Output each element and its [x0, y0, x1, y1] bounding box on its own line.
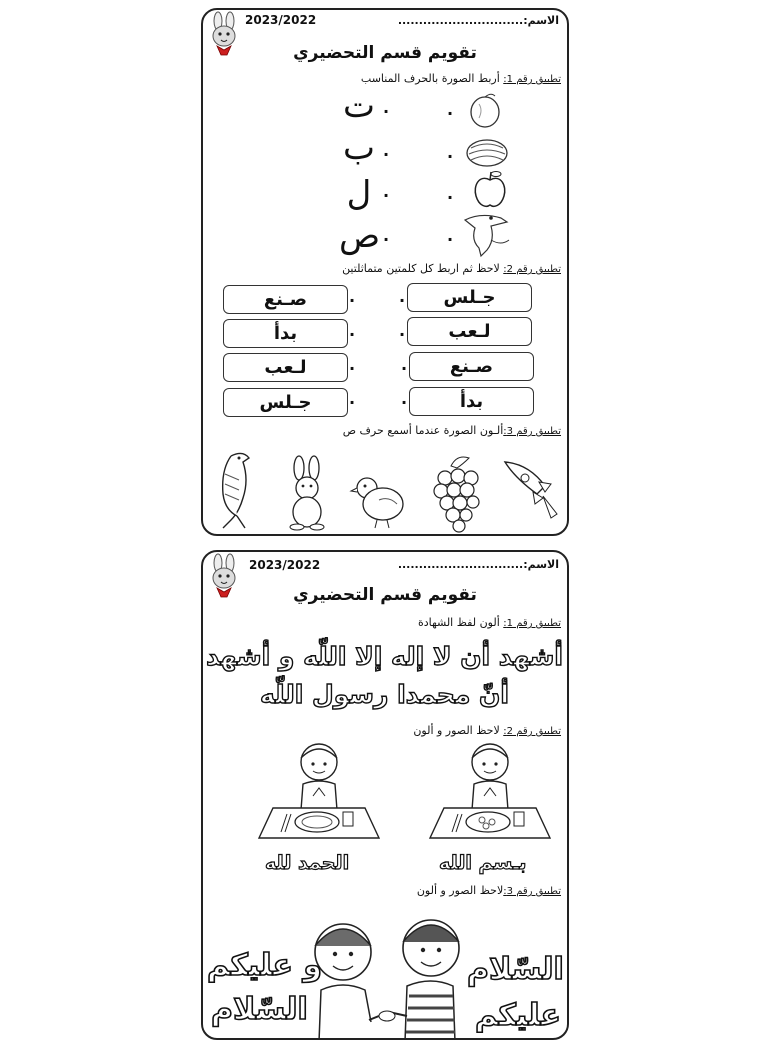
greeting-assalam[interactable]: السّلام	[467, 952, 564, 987]
caption-alhamdulillah[interactable]: الحمد لله	[265, 852, 350, 874]
match-dot[interactable]: .	[383, 182, 390, 201]
word-box-left[interactable]: صـنع	[223, 285, 348, 314]
shahada-line-1[interactable]: أشهد أن لا إله إلا اللّه و أشهد	[206, 642, 563, 671]
exercise-2-label: تطبيق رقم 2:	[503, 264, 561, 275]
grapes-icon[interactable]	[429, 454, 487, 536]
yarn-ball-icon	[463, 136, 511, 174]
match-dot[interactable]: .	[401, 389, 408, 408]
letter-sad: ص	[339, 216, 381, 256]
boy-eating-right-illustration[interactable]	[428, 740, 554, 848]
exercise-3-text: لاحظ الصور و ألون	[416, 884, 504, 897]
match-dot[interactable]: .	[349, 321, 356, 340]
crocodile-icon	[461, 210, 513, 262]
exercise-3-label: تطبيق رقم 3:	[503, 426, 561, 437]
eagle-icon[interactable]	[209, 450, 267, 536]
match-dot[interactable]: .	[401, 355, 408, 374]
match-dot[interactable]: .	[349, 355, 356, 374]
match-dot[interactable]: .	[447, 100, 454, 119]
word-box-right[interactable]: بدأ	[409, 387, 534, 416]
exercise-3-instruction	[417, 884, 561, 897]
boys-handshake-illustration[interactable]	[297, 912, 477, 1040]
word-box-left[interactable]: لـعب	[223, 353, 348, 382]
exercise-1-text: أربط الصورة بالحرف المناسب	[360, 72, 504, 85]
exercise-1-text: ألون لفظ الشهادة	[417, 616, 504, 629]
exercise-3-instruction	[343, 424, 561, 437]
match-dot[interactable]: .	[399, 287, 406, 306]
lemon-icon	[465, 90, 505, 134]
apple-icon	[471, 170, 509, 214]
letter-lam: ل	[346, 174, 372, 214]
caption-bismillah[interactable]: بـسم الله	[439, 852, 527, 874]
exercise-1-label: تطبيق رقم 1:	[503, 618, 561, 629]
exercise-2-text: لاحظ ثم اربط كل كلمتين متماثلتين	[342, 262, 504, 275]
worksheet-2	[201, 550, 569, 1040]
exercise-2-text: لاحظ الصور و ألون	[413, 724, 504, 737]
page-title: تقويم قسم التحضيري	[293, 585, 477, 605]
boy-eating-left-illustration[interactable]	[257, 740, 383, 848]
letter-ta: ت	[342, 86, 375, 126]
chick-icon[interactable]	[349, 470, 409, 534]
letter-ba: ب	[342, 128, 375, 168]
word-box-left[interactable]: بدأ	[223, 319, 348, 348]
match-dot[interactable]: .	[349, 287, 356, 306]
student-name-field[interactable]: الاسم:..............................	[397, 558, 559, 571]
student-name-field[interactable]: الاسم:..............................	[397, 14, 559, 27]
exercise-1-label: تطبيق رقم 1:	[503, 74, 561, 85]
worksheet-1	[201, 8, 569, 536]
word-box-right[interactable]: لـعب	[407, 317, 532, 346]
school-year: 2023/2022	[249, 558, 321, 572]
exercise-1-instruction	[418, 616, 561, 629]
exercise-3-label: تطبيق رقم 3:	[503, 886, 561, 897]
rocket-icon[interactable]	[499, 456, 563, 532]
school-year: 2023/2022	[245, 13, 317, 27]
word-box-right[interactable]: صـنع	[409, 352, 534, 381]
exercise-3-text: ألـون الصورة عندما أسمع حرف ص	[342, 424, 504, 437]
match-dot[interactable]: .	[383, 141, 390, 160]
exercise-1-instruction	[361, 72, 561, 85]
exercise-2-instruction	[342, 262, 561, 275]
match-dot[interactable]: .	[349, 389, 356, 408]
rabbit-icon[interactable]	[281, 456, 333, 536]
match-dot[interactable]: .	[447, 143, 454, 162]
exercise-2-instruction	[413, 724, 561, 737]
match-dot[interactable]: .	[447, 184, 454, 203]
match-dot[interactable]: .	[399, 321, 406, 340]
word-box-left[interactable]: جـلس	[223, 388, 348, 417]
match-dot[interactable]: .	[383, 98, 390, 117]
match-dot[interactable]: .	[383, 226, 390, 245]
shahada-line-2[interactable]: أنّ محمدا رسول اللّه	[260, 680, 509, 709]
word-box-right[interactable]: جـلس	[407, 283, 532, 312]
greeting-assalam-reply[interactable]: السّلام	[211, 992, 308, 1027]
match-dot[interactable]: .	[447, 226, 454, 245]
page-title: تقويم قسم التحضيري	[293, 43, 477, 63]
greeting-alaykum[interactable]: عليكم	[475, 998, 561, 1033]
exercise-2-label: تطبيق رقم 2:	[503, 726, 561, 737]
greeting-wa-alaykum[interactable]: و عليكم	[207, 948, 323, 983]
